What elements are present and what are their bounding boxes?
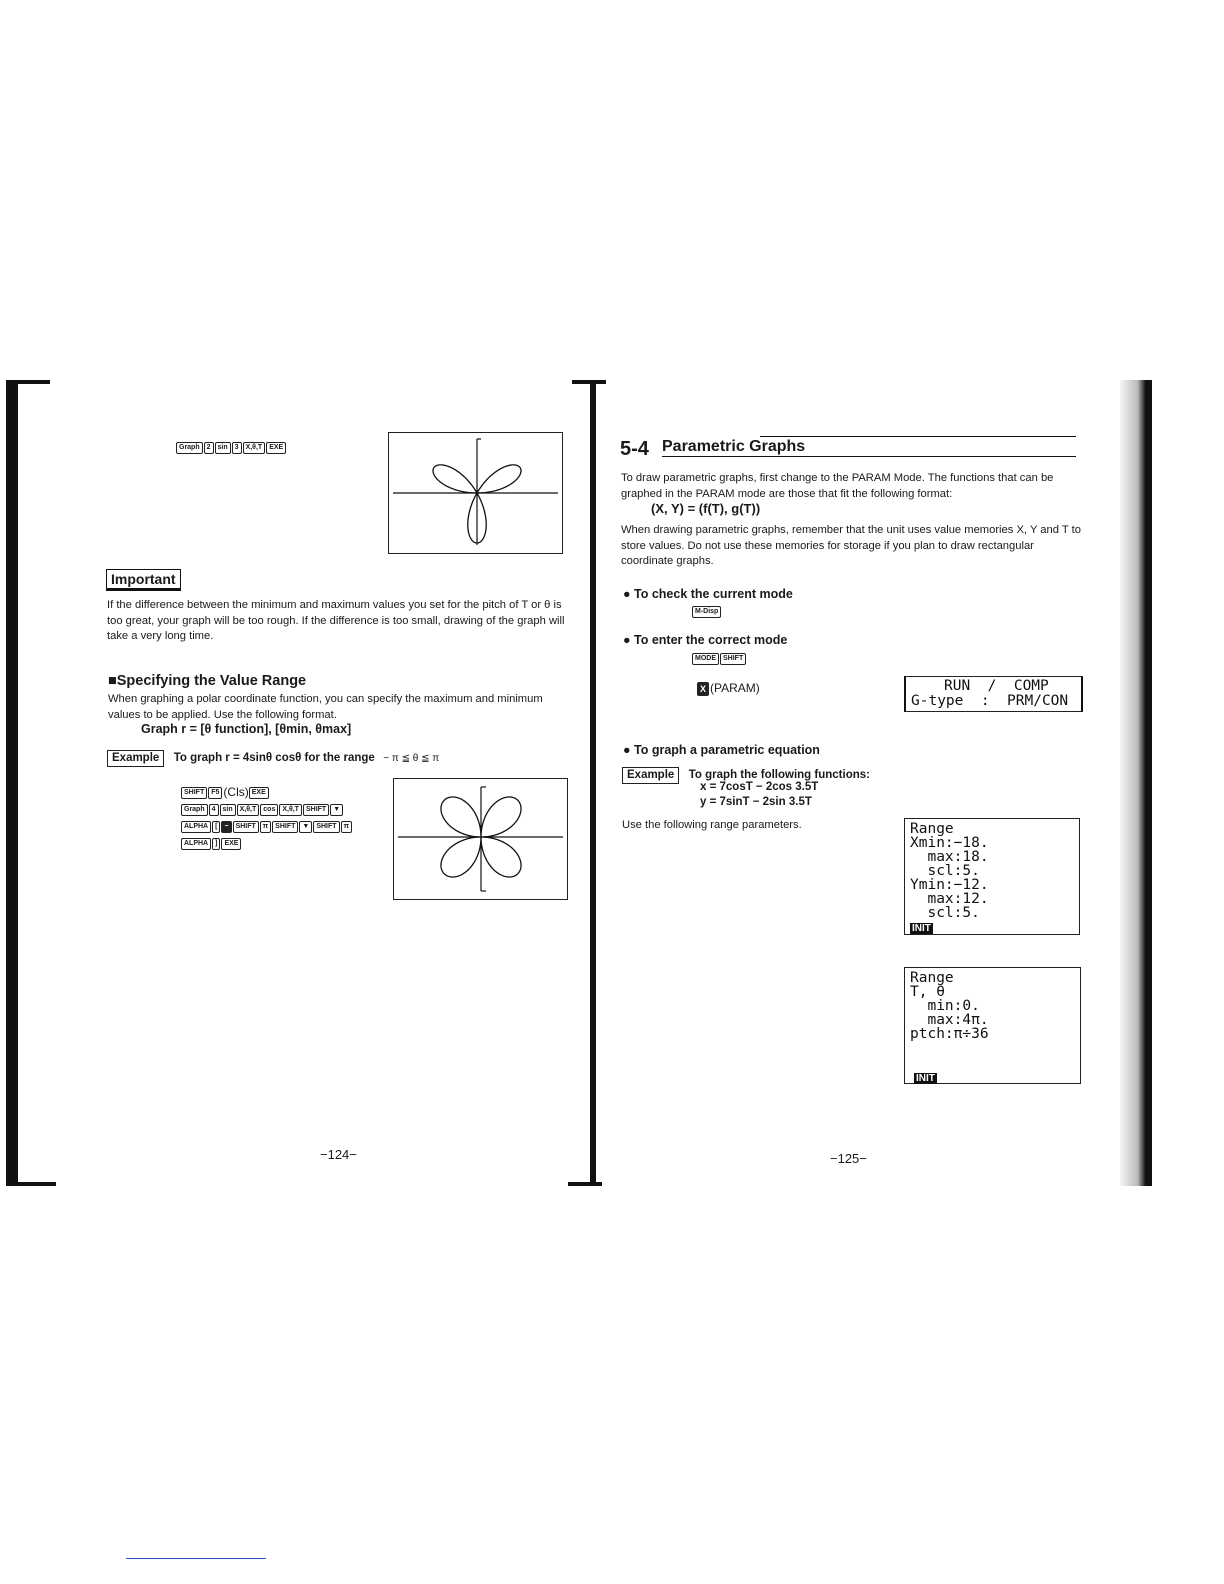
right-scan-edge	[1120, 380, 1152, 1186]
key: SHIFT	[181, 787, 207, 799]
format-line: Graph r = [θ function], [θmin, θmax]	[141, 722, 352, 736]
keys-line-2	[181, 802, 344, 816]
top-left-scan-edge	[6, 380, 50, 384]
rose-plot-3	[389, 433, 562, 553]
memory-text: When drawing parametric graphs, remember that the unit uses value memories X, Y and T to store values. Do not use these memories for storage if you plan to draw rectangular coordinate graphs.	[621, 524, 1081, 567]
important-label	[106, 569, 181, 591]
key: SHIFT	[720, 653, 746, 665]
left-scan-edge	[6, 380, 18, 1186]
graph1-keys	[176, 440, 287, 454]
key: F5	[208, 787, 222, 799]
enter-mode-heading: ● To enter the correct mode	[623, 633, 788, 647]
mode-line-2: G-type : PRM/CON	[911, 693, 1069, 709]
key: X,θ,T	[279, 804, 302, 816]
section-header	[620, 436, 1076, 460]
key: ▼	[299, 821, 312, 833]
example-label: Example	[107, 750, 164, 767]
page-number-right: −125−	[830, 1151, 867, 1166]
key: 2	[204, 442, 214, 454]
key: π	[341, 821, 352, 833]
key: −	[221, 821, 231, 833]
key: cos	[260, 804, 278, 816]
spine-top	[572, 380, 606, 384]
section-number: 5-4	[620, 438, 649, 460]
key: SHIFT	[313, 821, 339, 833]
range-display-t	[904, 967, 1081, 1084]
key: ]	[212, 838, 220, 850]
graph-four-petal-rose	[393, 778, 568, 900]
key: sin	[215, 442, 231, 454]
range-display-xy	[904, 818, 1080, 935]
enter-mode-keys	[692, 651, 747, 665]
example-range: − π ≦ θ ≦ π	[383, 753, 440, 764]
range1-line: Xmin:−18.	[910, 835, 989, 851]
param-text: (PARAM)	[710, 681, 760, 695]
range2-line: ptch:π÷36	[910, 1026, 989, 1042]
section-title: Parametric Graphs	[662, 438, 806, 455]
check-mode-keys	[692, 604, 722, 618]
key: X,θ,T	[243, 442, 266, 454]
range2-line: T, θ	[910, 984, 945, 1000]
key: ▼	[330, 804, 343, 816]
section-heading: ■Specifying the Value Range	[108, 673, 307, 689]
key: SHIFT	[272, 821, 298, 833]
key: [	[212, 821, 220, 833]
key: Graph	[176, 442, 203, 454]
graph-three-petal-rose	[388, 432, 563, 554]
key: 3	[232, 442, 242, 454]
keys-line-3	[181, 819, 353, 833]
init-label-2: INIT	[916, 1073, 935, 1084]
key: sin	[220, 804, 236, 816]
example-row	[107, 748, 439, 767]
key: π	[260, 821, 271, 833]
key: X,θ,T	[237, 804, 260, 816]
page-number-left: −124−	[320, 1147, 357, 1162]
range1-line: max:12.	[910, 891, 989, 907]
keys-line-1	[181, 785, 270, 799]
section-rule	[662, 456, 1076, 457]
range2-line: Range	[910, 970, 954, 986]
equation-x: x = 7cosT − 2cos 3.5T	[700, 781, 819, 793]
example-label-right: Example	[622, 767, 679, 784]
important-badge: Important	[106, 569, 181, 591]
example-text-right: To graph the following functions:	[688, 769, 870, 781]
check-mode-heading: ● To check the current mode	[623, 587, 793, 601]
section-rule-thin	[760, 436, 1076, 437]
range1-line: Ymin:−12.	[910, 877, 989, 893]
key: M-Disp	[692, 606, 721, 618]
key: EXE	[249, 787, 269, 799]
key: X	[697, 682, 709, 696]
range2-line: min:0.	[910, 998, 980, 1014]
range2-line: max:4π.	[910, 1012, 989, 1028]
range1-line: scl:5.	[910, 863, 980, 879]
key-text: (Cls)	[223, 785, 249, 799]
spine-scan-edge	[590, 384, 596, 1186]
equation-y: y = 7sinT − 2sin 3.5T	[700, 796, 812, 808]
bottom-spine	[568, 1182, 602, 1186]
bottom-link-underline	[126, 1558, 266, 1559]
range1-line: scl:5.	[910, 905, 980, 921]
range-text: Use the following range parameters.	[622, 819, 802, 831]
rose-plot-4	[394, 779, 567, 899]
mode-display	[904, 676, 1083, 712]
key: EXE	[221, 838, 241, 850]
key: ALPHA	[181, 821, 211, 833]
key: SHIFT	[233, 821, 259, 833]
key: MODE	[692, 653, 719, 665]
keys-line-4	[181, 836, 242, 850]
param-keys	[697, 681, 760, 696]
mode-line-1: RUN / COMP	[944, 678, 1049, 694]
param-format: (X, Y) = (f(T), g(T))	[651, 501, 761, 516]
intro-text: To draw parametric graphs, first change to the PARAM Mode. The functions that can be graphed in the PARAM mode are those that fit the following format:	[621, 472, 1054, 500]
graph-eq-heading: ● To graph a parametric equation	[623, 743, 820, 757]
init-label: INIT	[912, 923, 931, 934]
range1-line: max:18.	[910, 849, 989, 865]
important-text: If the difference between the minimum and maximum values you set for the pitch of T or θ is too great, your graph will be too rough. If the difference is too small, drawing of the graph will take a very long time.	[107, 599, 565, 642]
key: ALPHA	[181, 838, 211, 850]
key: 4	[209, 804, 219, 816]
example-text: To graph r = 4sinθ cosθ for the range	[173, 752, 375, 764]
range1-line: Range	[910, 821, 954, 837]
section-text: When graphing a polar coordinate function, you can specify the maximum and minimum values to be applied. Use the following format.	[108, 693, 543, 721]
bottom-left-scan-edge	[6, 1182, 56, 1186]
key: SHIFT	[303, 804, 329, 816]
key: EXE	[266, 442, 286, 454]
key: Graph	[181, 804, 208, 816]
